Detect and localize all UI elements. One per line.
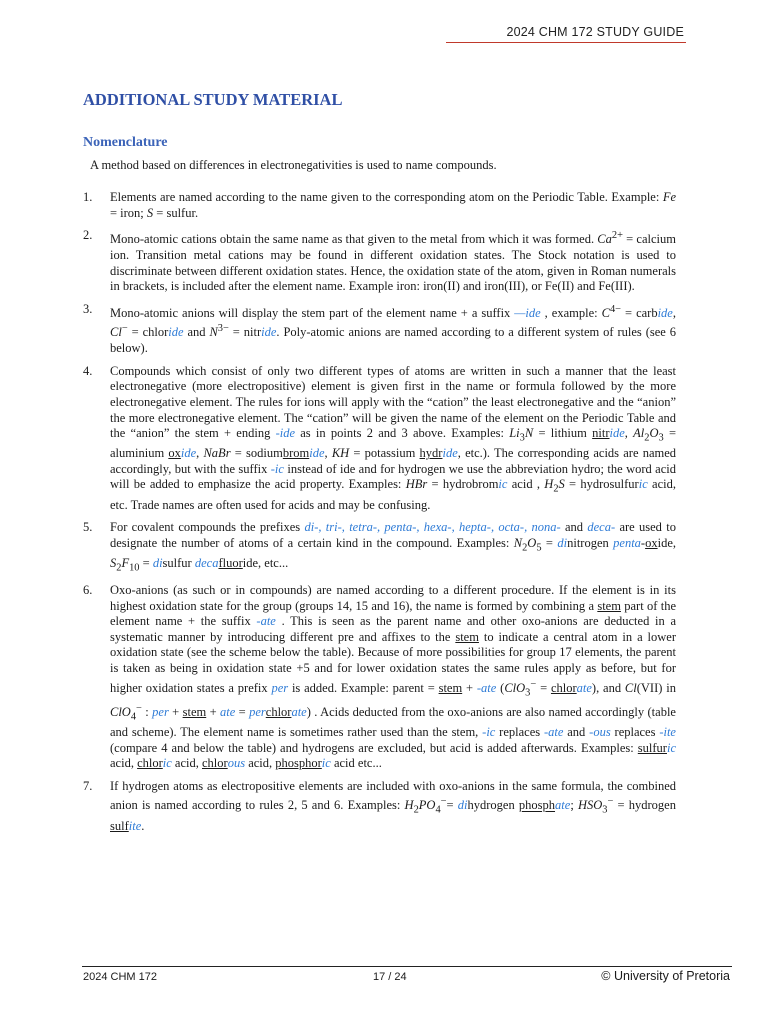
rule-item [83,520,676,576]
rule-item [83,190,676,221]
rule-number: 6. [83,582,93,597]
rule-number: 2. [83,228,93,243]
rule-item [83,302,676,357]
rule-text: Oxo-anions (as such or in compounds) are named according to a different procedure. If the element is in its highest oxidation state for the group (groups 14, 15 and 16), the name is formed by combining a stem part of the element name + the suffix -ate . This is seen as the parent name and other oxo-anions are deducted in a systematic manner by introducing different pre and affixes to the stem to indicate a central atom in a lower oxidation state (see the scheme below the table). Because of more possibilities for group 17 elements, the parent is taken as being in oxidation state +5 and for lower oxidation states the same rules apply as before, but for higher oxidation states a prefix per is added. Example: parent = stem + -ate (ClO$_3$− = chlorate), and Cl(VII) in ClO$_4$− : per + stem + ate = perchlorate) . Acids deducted from the oxo-anions are also named accordingly (table and scheme). The element name is sometimes rather used than the stem, -ic replaces -ate and -ous replaces -ite (compare 4 and below the table) and hydrogens are excluded, but acid is added afterwards. Examples: sulfuric acid, chloric acid, chlorous acid, phosphoric acid etc... [110,582,677,771]
rule-text: Mono-atomic cations obtain the same name as that given to the metal from which it was formed. $Ca^{2+}$ = calcium ion. Transition metal cations may be found in different oxidation states. The Stock notation is used to discriminate between different oxidation states. Hence, the oxidation state of the atom, given in Roman numerals in brackets, is included after the element name. Example iron: iron(II) and iron(III), or Fe(II) and Fe(III). [110,230,676,294]
intro-paragraph: A method based on differences in electronegativities is used to name compounds. [90,158,497,172]
page-number: 17 / 24 [373,971,407,983]
rule-item [83,228,676,295]
rule-number: 1. [83,190,93,204]
rule-text: Elements are named according to the name given to the corresponding atom on the Periodic Table. Example: Fe = iron; S = sulfur. [110,190,676,220]
rule-number: 7. [83,778,93,793]
section-title: ADDITIONAL STUDY MATERIAL [83,90,343,109]
footer-course: 2024 CHM 172 [83,971,157,983]
rule-item [83,364,676,513]
subsection-title: Nomenclature [83,135,168,150]
rule-text: Mono-atomic anions will display the stem part of the element name + a suffix —ide , example: $C^{4-}$ = carbide, Cl− = chloride and $N^{3-}$ = nitride. Poly-atomic anions are named according to a different system of rules (see 6 below). [110,303,676,356]
rule-text: For covalent compounds the prefixes di-, tri-, tetra-, penta-, hexa-, hepta-, octa-, nona- and deca- are used to designate the number of atoms of a certain kind in the compound. Examples: $N_2O_5$ = dinitrogen penta-oxide, $S_2F_{10}$ = disulfur decafluoride, etc... [110,520,676,574]
rule-number: 5. [83,520,93,535]
header-rule [446,42,686,43]
rule-number: 3. [83,301,93,316]
footer-rule [82,966,732,967]
rules-list [83,190,676,841]
running-header: 2024 CHM 172 STUDY GUIDE [506,25,684,39]
rule-item [83,583,676,772]
rule-text: If hydrogen atoms as electropositive elements are included with oxo-anions in the same formula, the combined anion is named according to rules 2, 5 and 6. Examples: $H_2PO_4^-=$ dihydrogen phosphate; $HSO_3^-$ = hydrogen sulfite. [110,778,676,833]
rule-text: Compounds which consist of only two different types of atoms are written in such a manner that the least electronegative (more electropositive) element is given first in the name or formula followed by the more electronegative element. The rules for ions will apply with the “cation” the least electronegative and the “anion” the more electronegative element. The “cation” will be given the name of the element on the Periodic Table and the “anion” the stem + ending -ide as in points 2 and 3 above. Examples: $Li_3N$ = lithium nitride, $Al_2O_3$ = aluminium oxide, NaBr = sodiumbromide, KH = potassium hydride, etc.). The corresponding acids are named accordingly, but with the suffix -ic instead of ide and for hydrogen we use the abbreviation hydro; the word acid will be added to emphasize the acid property. Examples: HBr = hydrobromic acid , $H_2S$ = hydrosulfuric acid, etc. Trade names are often used for acids and may be confusing. [110,363,677,512]
rule-number: 4. [83,363,93,378]
footer-copyright: © University of Pretoria [601,969,730,983]
rule-item [83,779,676,834]
